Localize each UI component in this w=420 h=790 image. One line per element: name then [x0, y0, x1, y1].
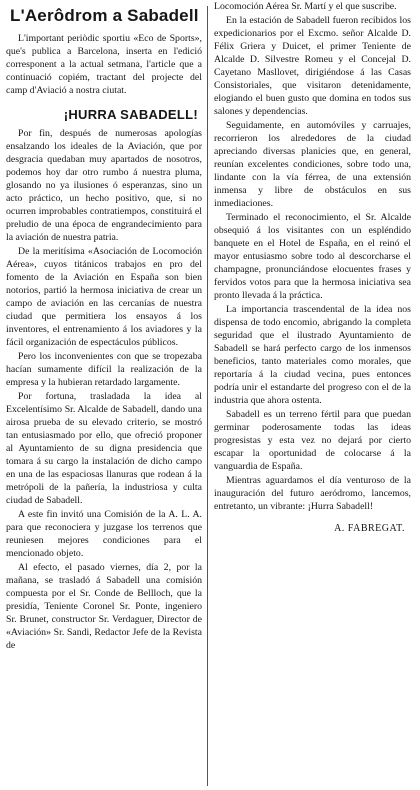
body-paragraph: En la estación de Sabadell fueron recibidos los expedicionarios por el Excmo. señor Alcalde D. Félix Griera y Duicet, el primer Teniente de Alcalde D. Silvestre Romeu y el Concejal D. Cayetano Masllovet, dirigiéndose á las Casas Consistoriales, que visitaron detenidamente, elogiando el buen gusto que domina en todos sus salones y dependencias. — [214, 15, 411, 117]
body-paragraph: A este fin invitó una Comisión de la A. L. A. para que reconociera y juzgase los terrenos que reuniesen mejores condiciones para el mencionado objeto. — [6, 509, 202, 559]
body-paragraph: Terminado el reconocimiento, el Sr. Alcalde obsequió á los visitantes con un espléndido banquete en el Hotel de España, en el reinó el mayor entusiasmo sobre todo al descorcharse el champagne, pronunciándose elocuentes frases y fervidos votos para que la hermosa iniciativa sea pronto llevada á la práctica. — [214, 212, 411, 301]
left-column — [6, 0, 202, 653]
body-paragraph: Sabadell es un terreno fértil para que puedan germinar poderosamente todas las ideas progresistas y esta vez no dejará por cierto escapar la oportunidad de colocarse á la vanguardia de España. — [214, 409, 411, 472]
article-title: L'Aerôdrom a Sabadell — [10, 6, 199, 25]
continued-line: Locomoción Aérea Sr. Martí y el que suscribe. — [214, 1, 397, 12]
intro-paragraph: L'important periòdic sportiu «Eco de Sports», que's publica a Barcelona, inserta en l'edició corresponent a la actual setmana, l'article que a continuació copiém, tractant del projecte del camp d'Aviació a nostra ciutat. — [6, 33, 202, 96]
body-paragraph: La importancia trascendental de la idea nos dispensa de todo encomio, abrigando la completa seguridad que el ilustrado Ayuntamiento de Sabadell se hará perfecto cargo de los inmensos beneficios, tanto materiales como morales, que reportaría á la ciudad vecina, pues entonces podría unir el estandarte del progreso con el de la industria que ahora ostenta. — [214, 304, 411, 406]
body-paragraph: Pero los inconvenientes con que se tropezaba hacían sumamente difícil la realización de la empresa y la hubieran retardado largamente. — [6, 351, 202, 388]
article-subheading: ¡HURRA SABADELL! — [63, 107, 198, 122]
body-paragraph: Mientras aguardamos el día venturoso de la inauguración del futuro aeródromo, lancemos, entretanto, un vibrante: ¡Hurra Sabadell! — [214, 475, 411, 512]
body-paragraph: Al efecto, el pasado viernes, día 2, por la mañana, se trasladó á Sabadell una comisión compuesta por el Sr. Conde de Bellloch, que la presidía, Teniente Coronel Sr. Ponte, ingeniero Sr. Brunet, constructor Sr. Verdaguer, Director de «Aviación» Sr. Sandi, Redactor Jefe de la Revista de — [6, 562, 202, 651]
body-paragraph: De la meritísima «Asociación de Locomoción Aérea», cuyos titánicos trabajos en pro del fomento de la Aviación en España son bien notorios, partió la hermosa iniciativa de crear un campo de aviación en las cercanías de nuestra ciudad que permitiera los ensayos á los inventores, el entrenamiento á los aviadores y la fácil organización de espectáculos públicos. — [6, 246, 202, 348]
body-paragraph: Seguidamente, en automóviles y carruajes, recorrieron los alrededores de la ciudad apreciando diversas planicies que, en general, reunían excelentes condiciones, sobre todo una, lindante con la vía férrea, de una extensión inmensa y libre de obstáculos en sus inmediaciones. — [214, 120, 411, 209]
author-signature: A. FABREGAT. — [334, 523, 405, 534]
right-column — [214, 0, 411, 534]
column-divider — [207, 6, 208, 786]
left-column-body — [6, 127, 202, 652]
body-paragraph: Por fin, después de numerosas apologías ensalzando los ideales de la Aviación, que por desgracia quedaban muy apartados de nosotros, podemos hoy dar otro rumbo á nuestra pluma, glosando no ya ilusiones ó esperanzas, sino un acto práctico, un hecho positivo, que, si no ocurren improbables contratiempos, constituirá el preludio de una época de engrandecimiento para la aviación de nuestra patria. — [6, 128, 202, 243]
body-paragraph: Por fortuna, trasladada la idea al Excelentísimo Sr. Alcalde de Sabadell, dando una airosa prueba de su elevado criterio, se mostró tan entusiasmado por ello, que ofreció proponer al Ayuntamiento de su digna presidencia que tomara á su cargo la instalación de dicho campo en una de las espaciosas llanuras que rodean á la metrópoli de la pañería, la industriosa y culta ciudad de Sabadell. — [6, 391, 202, 506]
